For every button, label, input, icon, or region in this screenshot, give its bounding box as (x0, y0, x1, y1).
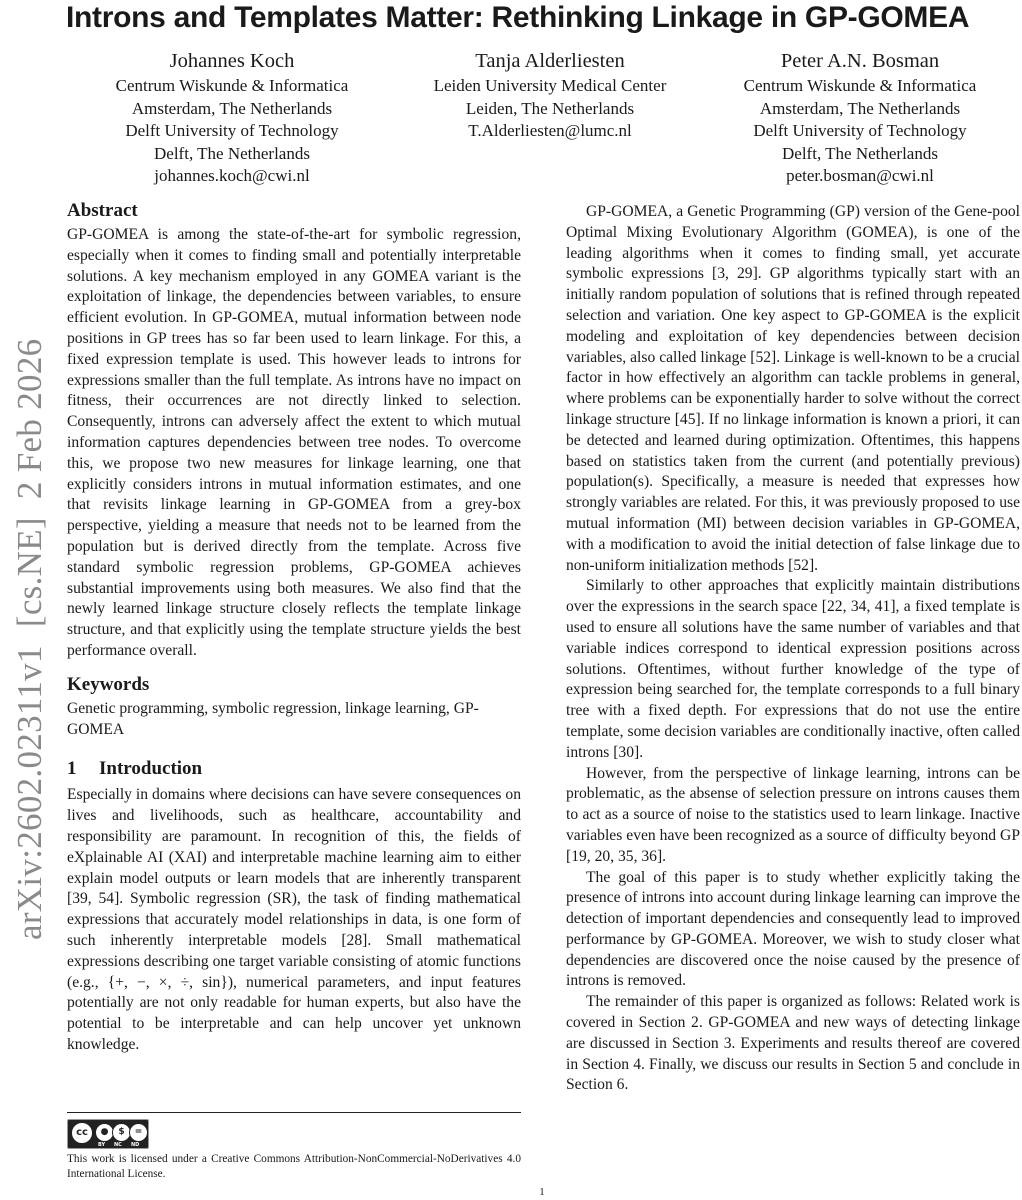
introduction-heading (67, 756, 521, 782)
intro-paragraph: Similarly to other approaches that explicitly maintain distributions over the expressions in the search space [22, 34, 41], a fixed template is used to ensure all solutions have the same number of variables and that variable indices correspond to identical expression positions across solutions. Oftentimes, without further knowledge of the type of expression being searched for, the template corresponds to a full binary tree with a fixed depth. For expressions that do not use the entire template, some decision variables are conditionally inactive, often called introns [30]. (566, 577, 1020, 761)
left-column (67, 198, 521, 1056)
intro-paragraph: However, from the perspective of linkage learning, introns can be problematic, as the absense of selection pressure on introns causes them to act as a source of noise to the statistics used to learn linkage. Inactive variables even have been recognized as a source of difficulty beyond GP [19, 20, 35, 36]. (566, 764, 1020, 865)
arxiv-stamp: arXiv:2602.02311v1 [cs.NE] 2 Feb 2026 (10, 338, 49, 940)
author-block (60, 48, 1022, 188)
footnote-divider (67, 1112, 521, 1113)
author-bosman (710, 48, 1010, 188)
license-text: This work is licensed under a Creative Commons Attribution-NonCommercial-NoDerivatives 4.0 International License. (67, 1153, 521, 1180)
intro-paragraph: The remainder of this paper is organized as follows: Related work is covered in Section 2. GP-GOMEA and new ways of detecting linkage are discussed in Section 3. Experiments and results thereof are covered in Section 4. Finally, we discuss our results in Section 5 and conclude in Section 6. (566, 993, 1020, 1094)
keywords-heading: Keywords (67, 673, 150, 695)
author-location: Delft, The Netherlands (782, 143, 938, 163)
author-alderliesten (400, 48, 700, 143)
section-number: 1 (67, 758, 77, 780)
license-footnote (67, 1112, 521, 1182)
badge-label-by: BY (98, 1142, 106, 1148)
intro-paragraph: Especially in domains where decisions can have severe consequences on lives and livelihoods, such as healthcare, accountability and responsibility are paramount. In recognition of this, the fields of eXplainable AI (XAI) and interpretable machine learning aim to either explain model outputs or learn models that are inherently transparent [39, 54]. Symbolic regression (SR), the task of finding mathematical expressions that accurately model relationships in data, is one form of such inherently interpretable models [28]. Small mathematical expressions describing one target variable consisting of atomic functions (e.g., {+, −, ×, ÷, sin}), numerical parameters, and input features potentially are not only readable for human experts, but also have the potential to be interpretable and can help uncover yet unknown knowledge. (67, 786, 521, 1053)
badge-label-nc: NC (114, 1142, 122, 1148)
noncommercial-icon: $ (112, 1123, 131, 1142)
author-affiliation: Leiden University Medical Center (433, 76, 667, 95)
author-location: Leiden, The Netherlands (465, 98, 635, 118)
creative-commons-badge[interactable] (67, 1119, 149, 1149)
author-koch (82, 48, 382, 188)
keywords-text: Genetic programming, symbolic regression, linkage learning, GP-GOMEA (67, 699, 479, 738)
author-name: Johannes Koch (169, 50, 295, 72)
abstract-text: GP-GOMEA is among the state-of-the-art for symbolic regression, especially when it comes to finding small and potentially interpretable solutions. A key mechanism employed in any GOMEA variant is the exploitation of linkage, the dependencies between variables, to ensure efficient evolution. In GP-GOMEA, mutual information between node positions in GP trees has so far been used to learn linkage. For this, a fixed expression template is used. This however leads to introns for expressions smaller than the full template. As introns have no impact on fitness, their occurrences are not directly linked to selection. Consequently, introns can adversely affect the extent to which mutual information captures dependencies between tree nodes. To overcome this, we propose two new measures for linkage learning, one that explicitly considers introns in mutual information estimates, and one that revisits linkage learning in GP-GOMEA from a grey-box perspective, yielding a measure that needs not to be learned from the population but is derived directly from the template. Across five standard symbolic regression problems, GP-GOMEA achieves substantial improvements using both measures. We also find that the newly learned linkage structure closely reflects the template linkage structure, and that explicitly using the template structure yields the best performance overall. (67, 226, 521, 659)
author-location: Amsterdam, The Netherlands (759, 98, 961, 118)
attribution-icon: ● (95, 1123, 114, 1142)
abstract-heading: Abstract (67, 200, 138, 221)
author-affiliation: Delft University of Technology (753, 121, 967, 140)
intro-paragraph: The goal of this paper is to study whether explicitly taking the presence of introns into account during linkage learning can improve the detection of important dependencies and consequently lead to improved performance by GP-GOMEA. Moreover, we wish to study closer what dependencies are discovered once the noise caused by the presence of introns is removed. (566, 868, 1020, 990)
badge-label-nd: ND (131, 1142, 140, 1148)
paper-title: Introns and Templates Matter: Rethinking Linkage in GP-GOMEA (66, 1, 970, 34)
author-name: Tanja Alderliesten (475, 50, 625, 72)
author-affiliation: Centrum Wiskunde & Informatica (115, 76, 349, 95)
author-location: Amsterdam, The Netherlands (131, 98, 333, 118)
author-email: johannes.koch@cwi.nl (154, 166, 310, 185)
author-email: T.Alderliesten@lumc.nl (468, 121, 632, 140)
intro-paragraph: GP-GOMEA, a Genetic Programming (GP) version of the Gene-pool Optimal Mixing Evolutionary Algorithm (GOMEA), is one of the leading algorithms when it comes to finding small, yet accurate symbolic expressions [3, 29]. GP algorithms typically start with an initially random population of solutions that is refined through repeated selection and variation. One key aspect to GP-GOMEA is the explicit modeling and exploitation of key dependencies between decision variables, also called linkage [52]. Linkage is well-known to be a crucial factor in how effectively an algorithm can tackle problems in general, where problems can be exponentially harder to solve without the correct linkage structure [45]. If no linkage information is known a priori, it can be detected and learned during optimization. Oftentimes, this happens based on statistics taken from the current (and potentially previous) population(s). Specifically, a measure is needed that expresses how strongly variables are related. For this, it was previously proposed to use mutual information (MI) between decision variables in GP-GOMEA, with a modification to avoid the initial detection of false linkage due to non-uniform initialization methods [52]. (566, 203, 1020, 574)
cc-icon: cc (71, 1122, 93, 1144)
section-title: Introduction (99, 758, 203, 780)
author-location: Delft, The Netherlands (154, 143, 310, 163)
page-number: 1 (539, 1186, 545, 1198)
author-name: Peter A.N. Bosman (780, 50, 940, 72)
author-affiliation: Delft University of Technology (125, 121, 339, 140)
author-email: peter.bosman@cwi.nl (786, 166, 934, 185)
author-affiliation: Centrum Wiskunde & Informatica (743, 76, 977, 95)
noderivatives-icon: = (129, 1123, 148, 1142)
right-column (566, 202, 1020, 1096)
